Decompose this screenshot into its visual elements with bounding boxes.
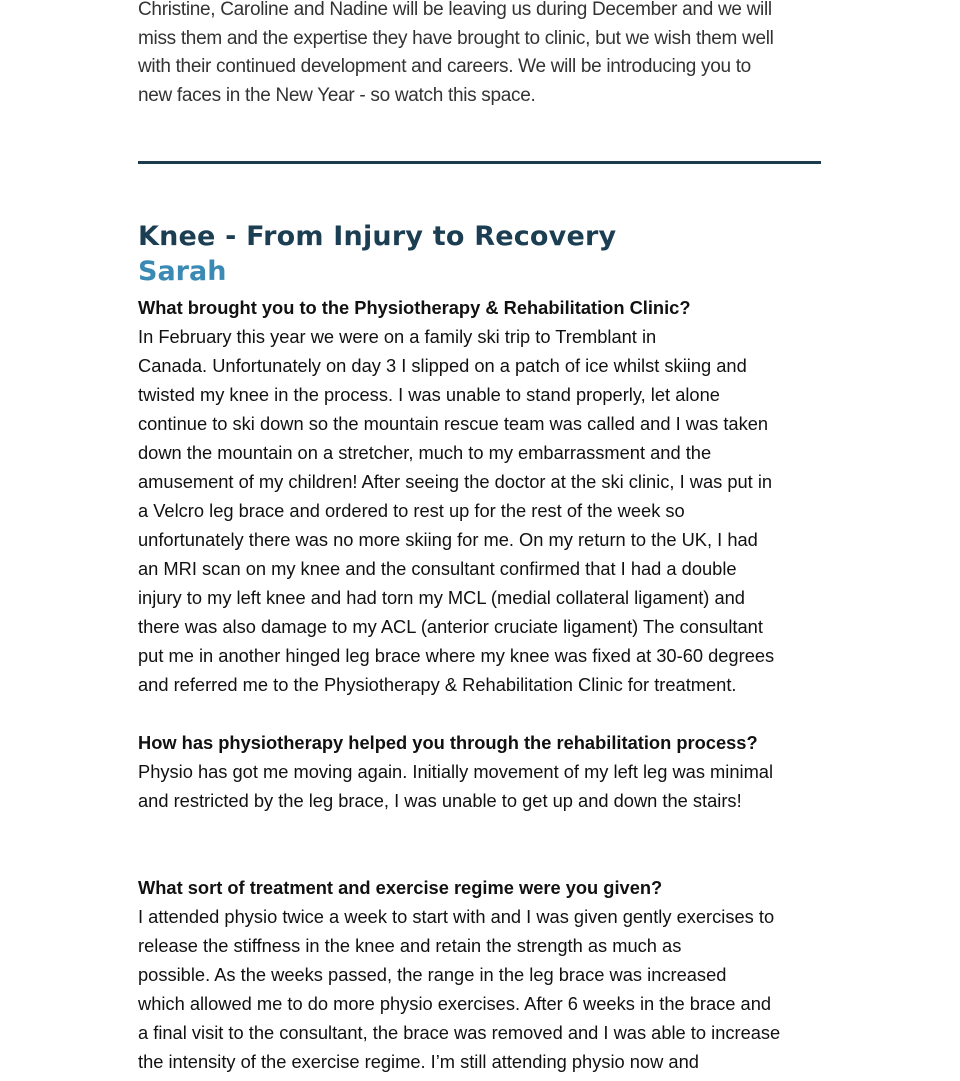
text-line: I attended physio twice a week to start with and I was given gently exercises to [138,906,775,927]
text-line: a Velcro leg brace and ordered to rest up for the rest of the week so [138,500,685,521]
text-line: with their continued development and careers. We will be introducing you to [138,56,751,78]
text-line: and referred me to the Physiotherapy & Rehabilitation Clinic for treatment. [138,674,737,695]
question: What brought you to the Physiotherapy & Rehabilitation Clinic? [138,297,691,318]
text-line: a final visit to the consultant, the brace was removed and I was able to increase [138,1022,781,1043]
qa-section-3 [138,873,838,1076]
text-line: the intensity of the exercise regime. I’m still attending physio now and [138,1051,699,1072]
text-line: In February this year we were on a family ski trip to Tremblant in [138,326,657,347]
text-line: new faces in the New Year - so watch this space. [138,85,536,107]
text-line: continue to ski down so the mountain rescue team was called and I was taken [138,413,769,434]
text-line: possible. As the weeks passed, the range in the leg brace was increased [138,964,727,985]
question: How has physiotherapy helped you through the rehabilitation process? [138,732,758,753]
text-line: down the mountain on a stretcher, much to my embarrassment and the [138,442,712,463]
qa-section-2 [138,728,838,815]
qa-section-1 [138,293,838,699]
text-line: Physio has got me moving again. Initially movement of my left leg was minimal [138,761,774,782]
text-line: Canada. Unfortunately on day 3 I slipped on a patch of ice whilst skiing and [138,355,747,376]
text-line: amusement of my children! After seeing the doctor at the ski clinic, I was put in [138,471,773,492]
question: What sort of treatment and exercise regime were you given? [138,877,663,898]
article-subtitle: Sarah [138,256,227,287]
text-line: which allowed me to do more physio exercises. After 6 weeks in the brace and [138,993,772,1014]
article-title: Knee - From Injury to Recovery [138,221,617,252]
text-line: twisted my knee in the process. I was unable to stand properly, let alone [138,384,720,405]
text-line: release the stiffness in the knee and retain the strength as much as [138,935,682,956]
intro-paragraph [138,0,838,111]
text-line: miss them and the expertise they have brought to clinic, but we wish them well [138,27,774,49]
section-divider [138,161,821,164]
text-line: and restricted by the leg brace, I was unable to get up and down the stairs! [138,790,742,811]
text-line: Christine, Caroline and Nadine will be leaving us during December and we will [138,0,772,20]
text-line: there was also damage to my ACL (anterior cruciate ligament) The consultant [138,616,763,637]
text-line: put me in another hinged leg brace where my knee was fixed at 30-60 degrees [138,645,775,666]
text-line: injury to my left knee and had torn my MCL (medial collateral ligament) and [138,587,745,608]
text-line: an MRI scan on my knee and the consultant confirmed that I had a double [138,558,737,579]
text-line: unfortunately there was no more skiing for me. On my return to the UK, I had [138,529,758,550]
